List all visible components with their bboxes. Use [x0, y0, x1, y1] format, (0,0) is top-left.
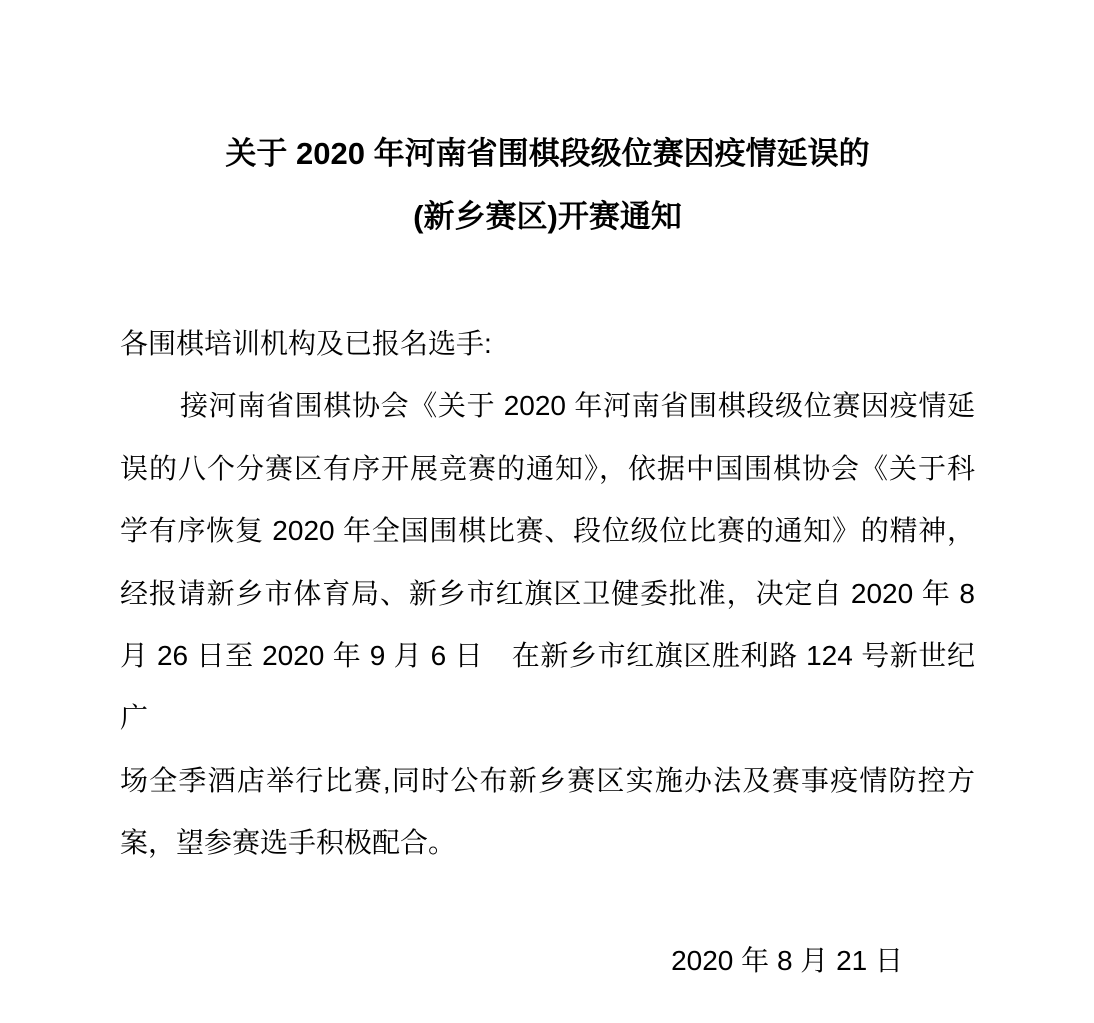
paragraph-line-5: 月 26 日至 2020 年 9 月 6 日 在新乡市红旗区胜利路 124 号新世纪广 [120, 640, 975, 734]
document-body [120, 313, 975, 875]
paragraph-line-3: 学有序恢复 2020 年全国围棋比赛、段位级位比赛的通知》的精神， [120, 515, 975, 547]
document-title [120, 122, 975, 248]
paragraph-line-1: 接河南省围棋协会《关于 2020 年河南省围棋段级位赛因疫情延 [180, 390, 975, 422]
title-line-1: 关于 2020 年河南省围棋段级位赛因疫情延误的 [225, 136, 870, 171]
paragraph-line-6: 场全季酒店举行比赛,同时公布新乡赛区实施办法及赛事疫情防控方 [120, 764, 975, 796]
salutation: 各围棋培训机构及已报名选手: [120, 328, 492, 359]
paragraph-line-4: 经报请新乡市体育局、新乡市红旗区卫健委批准，决定自 2020 年 8 [120, 577, 975, 609]
title-line-2: (新乡赛区)开赛通知 [413, 199, 682, 234]
document-date: 2020 年 8 月 21 日 [671, 945, 903, 976]
paragraph-line-7: 案，望参赛选手积极配合。 [120, 827, 457, 859]
paragraph-line-2: 误的八个分赛区有序开展竞赛的通知》，依据中国围棋协会《关于科 [120, 452, 975, 484]
